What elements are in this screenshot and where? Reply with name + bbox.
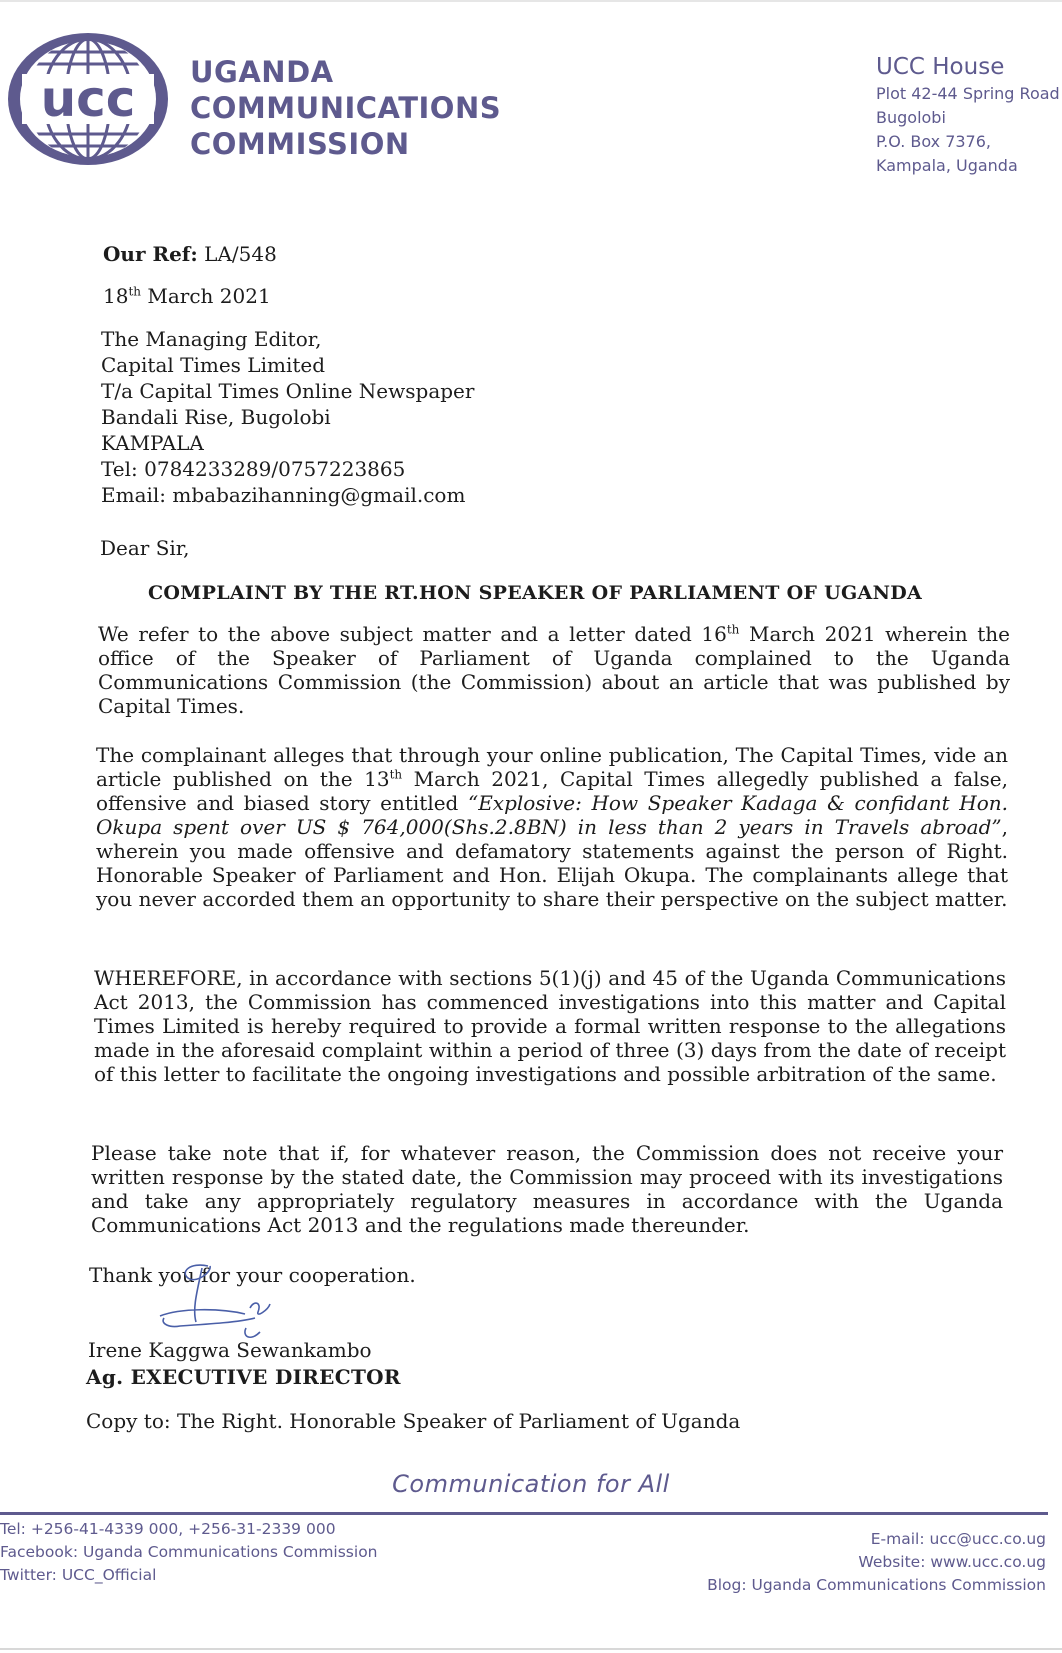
address-line: Bugolobi [876,108,946,127]
organization-name [190,54,501,162]
recipient-line: Tel: 0784233289/0757223865 [101,457,406,481]
date-rest: March 2021 [147,284,271,308]
footer-line: Blog: Uganda Communications Commission [707,1576,1046,1594]
handwritten-signature [150,1258,290,1346]
org-name-line: COMMUNICATIONS [190,91,502,125]
footer-divider [0,1512,1048,1515]
date-suffix: th [128,284,142,299]
address-line: Plot 42-44 Spring Road [876,84,1060,103]
address-line: Kampala, Uganda [876,156,1018,175]
ordinal-suffix: th [389,767,403,782]
slogan: Communication for All [392,1470,670,1498]
footer-contacts [0,1518,378,1587]
ucc-logo [4,30,172,168]
logo-text: ucc [40,70,136,128]
footer-line: Website: www.ucc.co.ug [858,1553,1046,1571]
paragraph-text: The complainant alleges that through your online publication, The Capital Times, vide an article published on the 13 [96,743,1008,791]
date-day: 18 [103,284,129,308]
org-name-line: UGANDA [190,55,334,89]
address-line: UCC House [876,54,1005,80]
reference-label: Our Ref: [103,242,198,266]
signer-title: Ag. EXECUTIVE DIRECTOR [86,1365,401,1389]
recipient-line: Email: mbabazihanning@gmail.com [101,483,466,507]
paragraph-text: March 2021 wherein the office of the Speaker of Parliament of Uganda complained to the Uganda Communications Commission (the Commission) about an article that was published by Capital Times. [98,622,1010,718]
salutation: Dear Sir, [100,536,190,560]
paragraph-3: WHEREFORE, in accordance with sections 5(1)(j) and 45 of the Uganda Communications Act 2013, the Commission has commenced investigations into this matter and Capital Times Limited is hereby required to provide a formal written response to the allegations made in the aforesaid complaint within a period of three (3) days from the date of receipt of this letter to facilitate the ongoing investigations and possible arbitration of the same. [94,966,1006,1086]
recipient-address [101,326,474,508]
page-bottom-edge [0,1648,1062,1650]
footer-online [707,1528,1046,1597]
sender-address [876,52,1060,178]
letter-date [103,283,271,309]
subject-heading: COMPLAINT BY THE RT.HON SPEAKER OF PARLIAMENT OF UGANDA [148,582,923,604]
signer-name: Irene Kaggwa Sewankambo [88,1338,372,1362]
page-top-edge [0,0,1062,2]
footer-line: Tel: +256-41-4339 000, +256-31-2339 000 [0,1520,336,1538]
footer-line: Facebook: Uganda Communications Commission [0,1543,378,1561]
paragraph-4: Please take note that if, for whatever reason, the Commission does not receive your written response by the stated date, the Commission may proceed with its investigations and take any appropriately regulatory measures in accordance with the Uganda Communications Act 2013 and the regulations made thereunder. [91,1141,1003,1237]
recipient-line: Capital Times Limited [101,353,326,377]
copy-to: Copy to: The Right. Honorable Speaker of Parliament of Uganda [86,1409,741,1433]
article-title: “Explosive: How Speaker Kadaga & confidant Hon. Okupa spent over US $ 764,000(Shs.2.8BN) in less than 2 years in Travels abroad” [96,791,1008,839]
paragraph-text: March 2021, Capital Times allegedly published a false, offensive and biased story entitled [96,767,1008,815]
paragraph-text: We refer to the above subject matter and a letter dated 16 [98,622,727,646]
recipient-line: T/a Capital Times Online Newspaper [101,379,475,403]
recipient-line: Bandali Rise, Bugolobi [101,405,331,429]
footer-line: E-mail: ucc@ucc.co.ug [870,1530,1046,1548]
paragraph-2 [96,743,1008,911]
org-name-line: COMMISSION [190,127,410,161]
ordinal-suffix: th [726,622,740,637]
reference-value: LA/548 [204,242,277,266]
footer-line: Twitter: UCC_Official [0,1566,157,1584]
recipient-line: KAMPALA [101,431,204,455]
paragraph-1 [98,622,1010,718]
address-line: P.O. Box 7376, [876,132,991,151]
reference [103,241,277,267]
closing-thanks: Thank you for your cooperation. [89,1263,416,1287]
recipient-line: The Managing Editor, [101,327,322,351]
paragraph-text: , wherein you made offensive and defamatory statements against the person of Right. Honorable Speaker of Parliament and Hon. Elijah Okupa. The complainants allege that you never accorded them an opportunity to share their perspective on the subject matter. [96,815,1008,911]
